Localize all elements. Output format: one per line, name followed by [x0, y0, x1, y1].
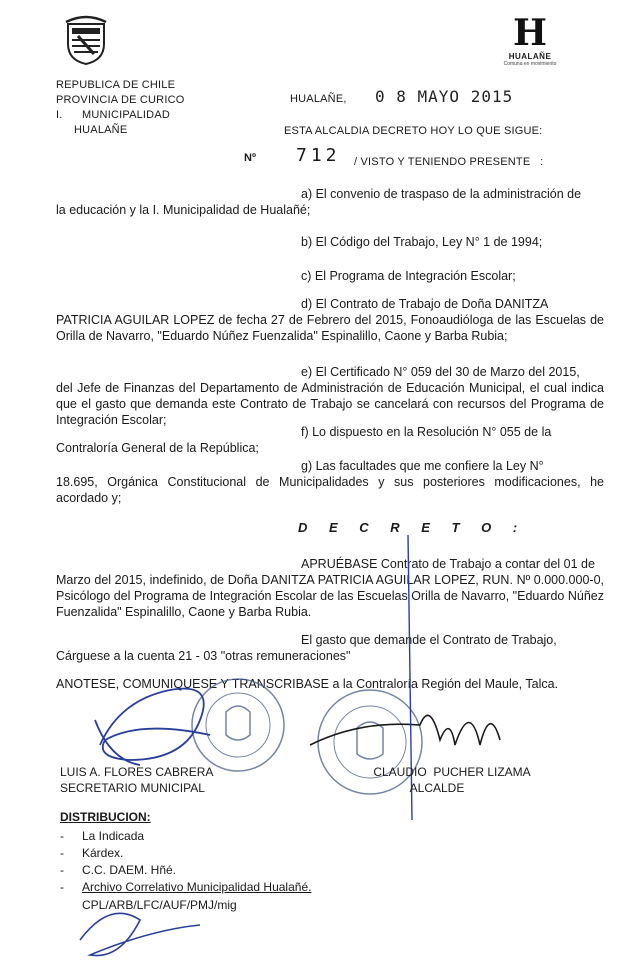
mayor-title: ALCALDE — [409, 781, 465, 795]
decree-intro: ESTA ALCALDIA DECRETO HOY LO QUE SIGUE: — [284, 125, 543, 137]
consideration-g: g) Las facultades que me confiere la Ley N° 18.695, Orgánica Constitucional de Municipalidades y sus posteriores modificaciones, he acordado y; — [56, 459, 604, 505]
issuer-line: REPUBLICA DE CHILE — [56, 79, 176, 91]
issuer-line: I. MUNICIPALIDAD — [56, 109, 171, 121]
secretary-title: SECRETARIO MUNICIPAL — [60, 781, 205, 795]
consideration-d: d) El Contrato de Trabajo de Doña DANITZA PATRICIA AGUILAR LOPEZ de fecha 27 de Febrero del 2015, Fonoaudióloga de las Escuelas de Orilla de Navarro, "Eduardo Núñez Fuenzalida" Espinalillo, Caone y Barba Rubia; — [56, 297, 604, 343]
distribution-list — [82, 828, 311, 896]
number-prefix: Nº — [244, 152, 256, 164]
decree-number: 712 — [296, 145, 341, 166]
logo-letter: H — [512, 12, 547, 54]
visto-line: / VISTO Y TENIENDO PRESENTE : — [354, 156, 544, 168]
list-item: - Archivo Correlativo Municipalidad Hualañé. — [82, 879, 311, 896]
issuer-block — [56, 78, 185, 138]
issuer-line: HUALAÑE — [74, 124, 128, 136]
list-item: - Kárdex. — [82, 845, 311, 862]
secretary-stamp — [192, 679, 284, 771]
coat-of-arms-logo — [62, 14, 110, 66]
mayor-name: CLAUDIO PUCHER LIZAMA — [373, 765, 531, 779]
issuer-line: PROVINCIA DE CURICO — [56, 94, 185, 106]
place-label: HUALAÑE, — [290, 93, 347, 105]
secretary-name: LUIS A. FLORES CABRERA — [60, 765, 214, 779]
resolution-expense: El gasto que demande el Contrato de Trabajo, Cárguese a la cuenta 21 - 03 "otras remuneraciones" — [56, 633, 557, 663]
consideration-e: e) El Certificado N° 059 del 30 de Marzo del 2015, del Jefe de Finanzas del Departamento de Administración de Educación Municipal, el cual indica que el gasto que demanda este Contrato de Trabajo se cancelará con recursos del Programa de Integración Escolar; — [56, 365, 604, 427]
list-item: - C.C. DAEM. Hñé. — [82, 862, 311, 879]
initials-line: CPL/ARB/LFC/AUF/PMJ/mig — [82, 898, 237, 912]
list-item: - La Indicada — [82, 828, 311, 845]
secretary-signature-block — [60, 764, 213, 796]
anotese-line: ANOTESE, COMUNIQUESE Y TRANSCRIBASE a la Contraloría Región del Maule, Talca. — [56, 677, 559, 691]
consideration-a: a) El convenio de traspaso de la administración de la educación y la I. Municipalidad de Hualañé; — [56, 187, 582, 217]
decreto-title: D E C R E T O : — [298, 520, 527, 535]
consideration-c: c) El Programa de Integración Escolar; — [301, 269, 516, 283]
date-stamp: 0 8 MAYO 2015 — [375, 87, 514, 106]
secretary-signature — [95, 689, 210, 765]
logo-name: HUALAÑE — [508, 52, 552, 61]
distribution-block — [60, 810, 311, 912]
logo-tagline: Comuna en movimiento — [503, 61, 557, 67]
bottom-scribble — [80, 913, 200, 955]
mayor-signature — [310, 715, 500, 745]
consideration-b: b) El Código del Trabajo, Ley N° 1 de 1994; — [301, 235, 543, 249]
resolution-approval: APRUÉBASE Contrato de Trabajo a contar del 01 de Marzo del 2015, indefinido, de Doña DANITZA PATRICIA AGUILAR LOPEZ, RUN. Nº 0.000.000-0, Psicólogo del Programa de Integración Escolar de las Escuelas Orilla de Navarro, "Eduardo Núñez Fuenzalida" Espinalillo, Caone y Barba Rubia. — [56, 557, 604, 619]
distribution-title: DISTRIBUCION: — [60, 810, 151, 824]
consideration-f: f) Lo dispuesto en la Resolución N° 055 de la Contraloría General de la República; — [56, 425, 552, 455]
mayor-signature-block — [362, 764, 542, 796]
hualane-logo — [500, 14, 560, 76]
